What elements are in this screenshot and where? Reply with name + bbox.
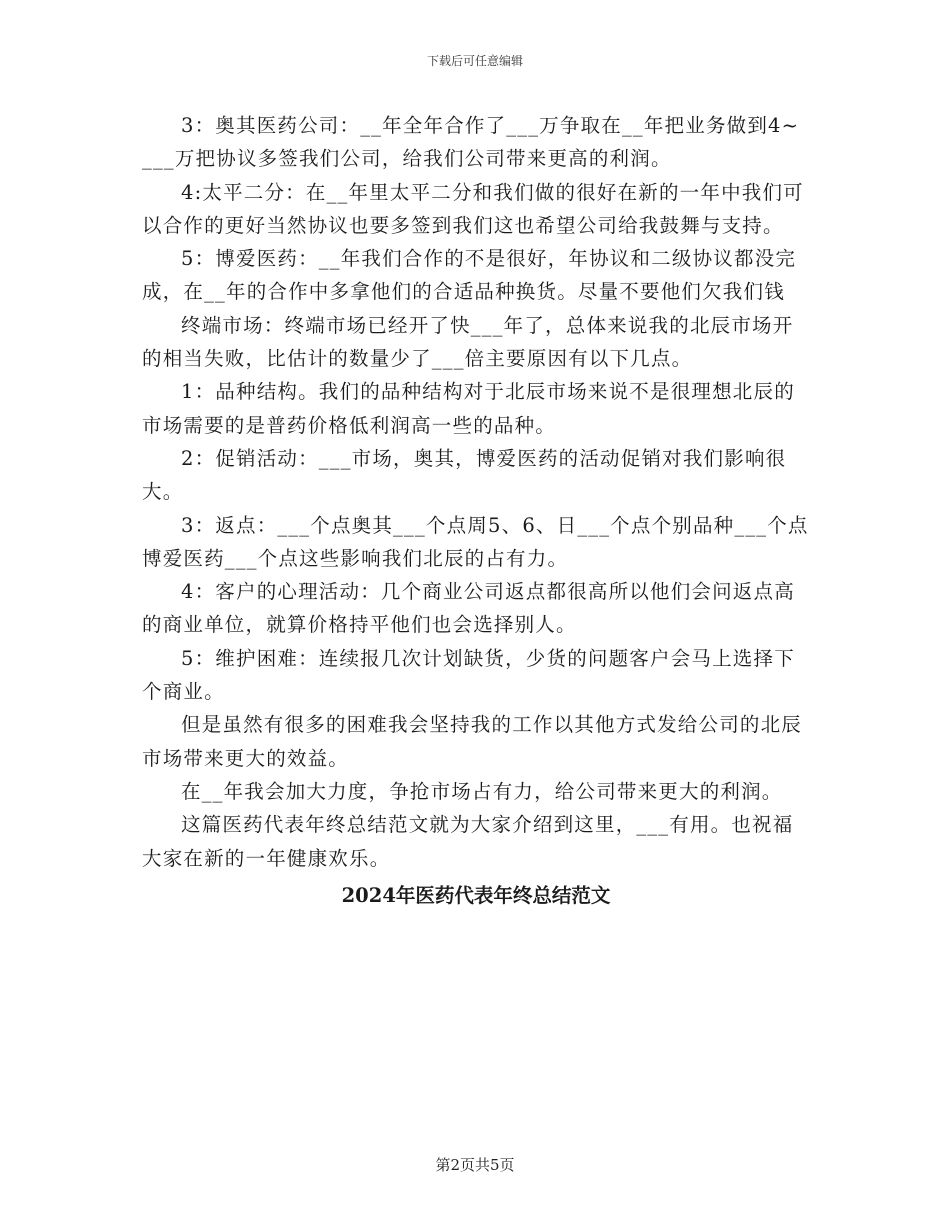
paragraph: 在__年我会加大力度，争抢市场占有力，给公司带来更大的利润。 xyxy=(181,779,783,803)
paragraph: 5：维护困难：连续报几次计划缺货，少货的问题客户会马上选择下个商业。 xyxy=(142,646,795,704)
paragraph: 2：促销活动：___市场，奥其，博爱医药的活动促销对我们影响很大。 xyxy=(142,446,787,504)
document-body xyxy=(142,109,810,911)
page-header: 下载后可任意编辑 xyxy=(426,54,523,68)
paragraph: 但是虽然有很多的困难我会坚持我的工作以其他方式发给公司的北辰市场带来更大的效益。 xyxy=(142,713,803,770)
paragraph: 4：客户的心理活动：几个商业公司返点都很高所以他们会问返点高的商业单位，就算价格持平他们也会选择别人。 xyxy=(142,580,795,637)
paragraph: 5：博爱医药：__年我们合作的不是很好，年协议和二级协议都没完成，在__年的合作中多拿他们的合适品种换货。尽量不要他们欠我们钱 xyxy=(142,247,797,304)
paragraph: 1：品种结构。我们的品种结构对于北辰市场来说不是很理想北辰的市场需要的是普药价格低利润高一些的品种。 xyxy=(142,380,795,437)
section-heading: 2024年医药代表年终总结范文 xyxy=(341,883,611,907)
paragraph: 3：返点：___个点奥其___个点周5、6、日___个点个别品种___个点博爱医药___个点这些影响我们北辰的占有力。 xyxy=(142,513,809,570)
paragraph: 4:太平二分：在__年里太平二分和我们做的很好在新的一年中我们可以合作的更好当然协议也要多签到我们这也希望公司给我鼓舞与支持。 xyxy=(142,180,804,237)
paragraph: 3：奥其医药公司：__年全年合作了___万争取在__年把业务做到4~___万把协议多签我们公司，给我们公司带来更高的利润。 xyxy=(142,114,800,171)
paragraph: 这篇医药代表年终总结范文就为大家介绍到这里，___有用。也祝福大家在新的一年健康欢乐。 xyxy=(142,813,794,870)
page-number: 第2页共5页 xyxy=(435,1156,515,1174)
paragraph: 终端市场：终端市场已经开了快___年了，总体来说我的北辰市场开的相当失败，比估计的数量少了___倍主要原因有以下几点。 xyxy=(142,313,794,371)
